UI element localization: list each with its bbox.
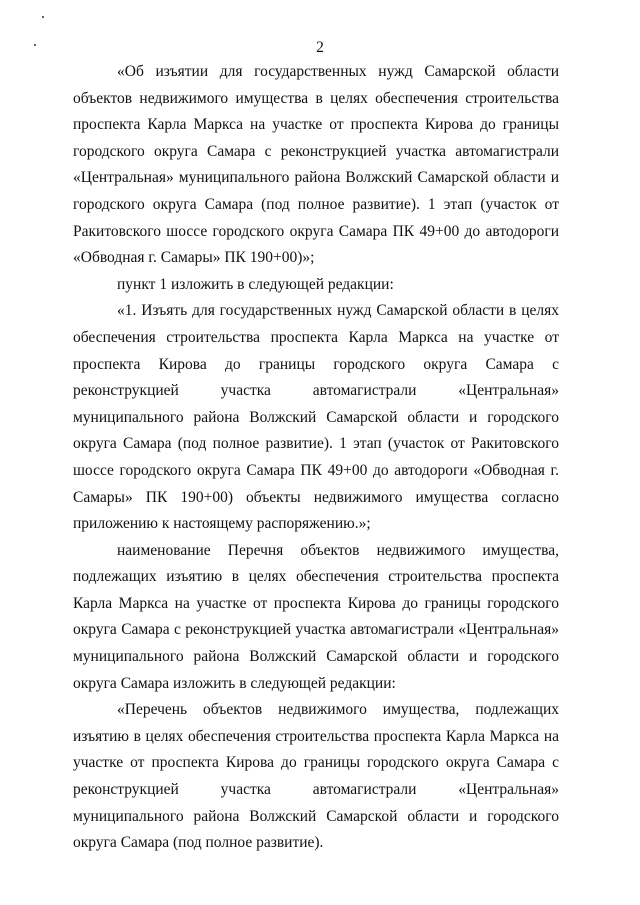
paragraph-point-1: «1. Изъять для государственных нужд Самарской области в целях обеспечения строительства проспекта Карла Маркса на участке от проспекта Кирова до границы городского округа Самара с реконструкцией участка автомагистрали «Центральная» муниципального района Волжский Самарской области и городского округа Самара (под полное развитие). 1 этап (участок от Ракитовского шоссе городского округа Самара ПК 49+00 до автодороги «Обводная г. Самары» ПК 190+00) объекты недвижимого имущества согласно приложению к настоящему распоряжению.»;: [73, 302, 559, 533]
paragraph-amend-point: пункт 1 изложить в следующей редакции:: [117, 275, 394, 293]
paragraph-title-quote: «Об изъятии для государственных нужд Самарской области объектов недвижимого имущества в целях обеспечения строительства проспекта Карла Маркса на участке от проспекта Кирова до границы городского округа Самара с реконструкцией участка автомагистрали «Центральная» муниципального района Волжский Самарской области и городского округа Самара (под полное развитие). 1 этап (участок от Ракитовского шоссе городского округа Самара ПК 49+00 до автодороги «Обводная г. Самары» ПК 190+00)»;: [73, 63, 559, 267]
scan-speck: [42, 16, 44, 18]
paragraph-list-name: наименование Перечня объектов недвижимого имущества, подлежащих изъятию в целях обеспечения строительства проспекта Карла Маркса на участке от проспекта Кирова до границы городского округа Самара с реконструкцией участка автомагистрали «Центральная» муниципального района Волжский Самарской области и городского округа Самара изложить в следующей редакции:: [73, 541, 559, 692]
page-number: 2: [316, 39, 324, 56]
paragraph-list-quote: «Перечень объектов недвижимого имущества, подлежащих изъятию в целях обеспечения строительства проспекта Карла Маркса на участке от проспекта Кирова до границы городского округа Самара с реконструкцией участка автомагистрали «Центральная» муниципального района Волжский Самарской области и городского округа Самара (под полное развитие).: [73, 701, 559, 852]
document-body: [73, 59, 559, 857]
